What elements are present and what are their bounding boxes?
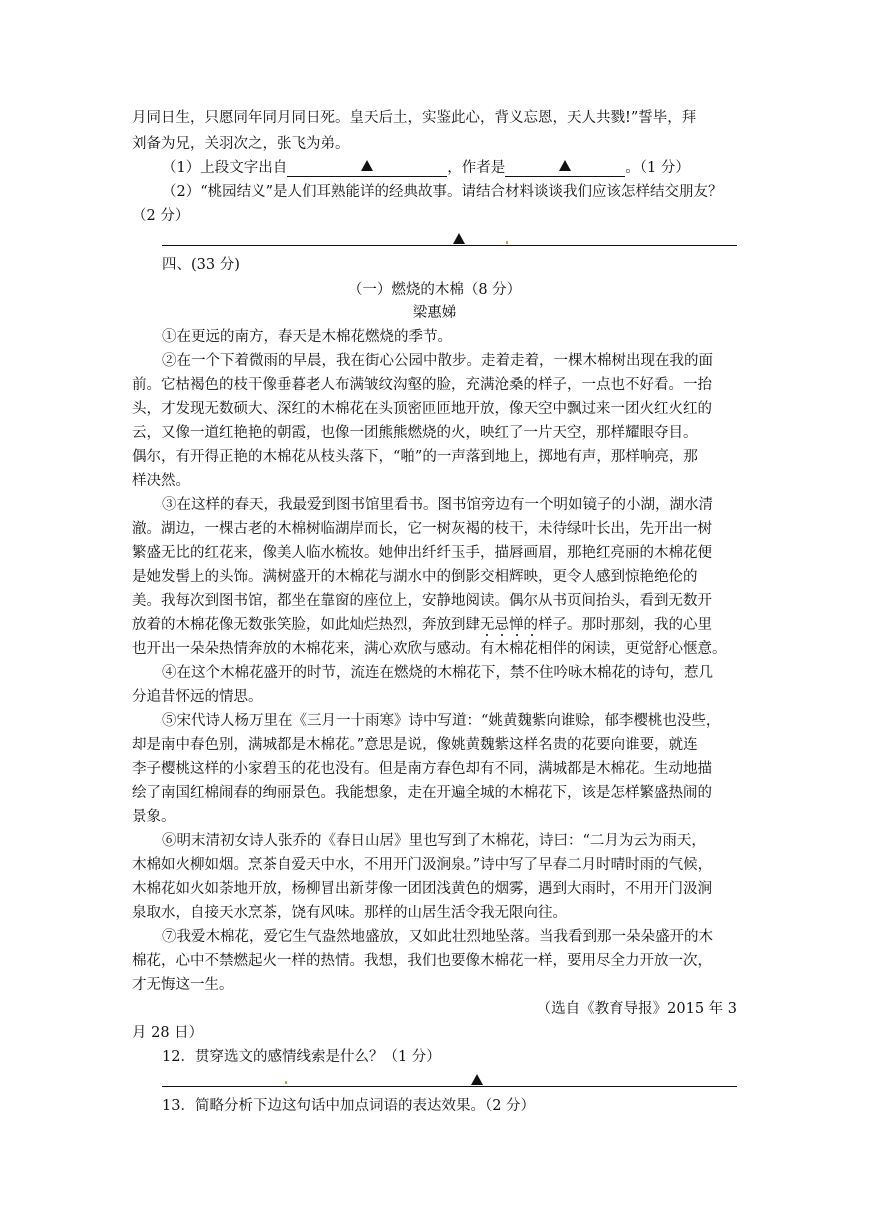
paragraph-7-line: 才无悔这一生。 xyxy=(132,977,234,993)
paragraph-4-line: ④在这个木棉花盛开的时节，流连在燃烧的木棉花下，禁不住吟咏木棉花的诗句，惹几 xyxy=(162,665,713,681)
triangle-icon xyxy=(361,160,373,171)
paragraph-2-line: 前。它枯褐色的枝干像垂暮老人布满皱纹沟壑的脸，充满沧桑的样子，一点也不好看。一抬 xyxy=(132,377,712,393)
paragraph-7-line: 棉花，心中不禁燃起火一样的热情。我想，我们也要像木棉花一样，要用尽全力开放一次， xyxy=(132,953,712,969)
question-1 xyxy=(162,158,690,178)
paragraph-2-line: 云，又像一道红艳艳的朝霞，也像一团熊熊燃烧的火，映红了一片天空，那样耀眼夺目。 xyxy=(132,425,698,441)
q1-prefix: （1）上段文字出自 xyxy=(162,160,288,176)
triangle-icon xyxy=(559,160,571,171)
paragraph-2-line: 样决然。 xyxy=(132,473,190,489)
paragraph-6-line: 木棉花如火如荼地开放，杨柳冒出新芽像一团团浅黄色的烟雾，遇到大雨时，不用开门汲涧 xyxy=(132,881,712,897)
paragraph-3-line: ③在这样的春天，我最爱到图书馆里看书。图书馆旁边有一个明如镜子的小湖，湖水清 xyxy=(162,497,713,513)
q1-mid: ，作者是 xyxy=(447,160,506,176)
question-12: 12．贯穿选文的感情线索是什么？（1 分） xyxy=(162,1049,441,1065)
answer-blank-author[interactable] xyxy=(505,160,625,177)
paragraph-4-line: 分追昔怀远的情思。 xyxy=(132,689,263,705)
source-citation-date: 月 28 日） xyxy=(132,1025,204,1041)
paragraph-3-line: 放着的木棉花像无数张笑脸，如此灿烂热烈，奔放到肆无忌惮的样子。那时那刻，我的心里 xyxy=(132,617,712,633)
emphasis-dot xyxy=(486,634,488,636)
paragraph-3-line: 繁盛无比的红花来，像美人临水梳妆。她伸出纤纤玉手，描唇画眉，那艳红亮丽的木棉花便 xyxy=(132,545,712,561)
q1-suffix: 。（1 分） xyxy=(625,160,690,176)
paragraph-1: ①在更远的南方，春天是木棉花燃烧的季节。 xyxy=(162,329,452,345)
paragraph-5-line: ⑤宋代诗人杨万里在《三月一十雨寒》诗中写道：“姚黄魏紫向谁赊，郁李樱桃也没些， xyxy=(162,713,721,729)
emphasis-dot xyxy=(516,634,518,636)
paragraph-7-line: ⑦我爱木棉花，爱它生气盎然地盛放，又如此壮烈地坠落。当我看到那一朵朵盛开的木 xyxy=(162,929,713,945)
paragraph-6-line: 泉取水，自接天水烹茶，饶有风味。那样的山居生活令我无限向往。 xyxy=(132,905,567,921)
source-citation: （选自《教育导报》2015 年 3 xyxy=(536,1001,737,1017)
scan-speck xyxy=(506,241,508,244)
answer-line[interactable] xyxy=(162,1086,737,1087)
passage-line: 月同日生，只愿同年同月同日死。皇天后土，实鉴此心，背义忘恩，天人共戮!”誓毕，拜 xyxy=(132,110,697,126)
paragraph-5-line: 李子樱桃这样的小家碧玉的花也没有。但是南方春色却有不同，满城都是木棉花。生动地描 xyxy=(132,761,712,777)
section-heading: 四、(33 分) xyxy=(162,257,240,273)
article-author: 梁惠娣 xyxy=(412,305,457,321)
emphasis-dot xyxy=(501,634,503,636)
paragraph-5-line: 却是南中春色别，满城都是木棉花。”意思是说，像姚黄魏紫这样名贵的花要向谁要，就连 xyxy=(132,737,698,753)
question-13: 13．简略分析下边这句话中加点词语的表达效果。（2 分） xyxy=(162,1098,536,1114)
question-2-line: （2）“桃园结义”是人们耳熟能详的经典故事。请结合材料谈谈我们应该怎样结交朋友？ xyxy=(162,184,723,200)
paragraph-5-line: 景象。 xyxy=(132,809,176,825)
paragraph-2-line: 偶尔，有开得正艳的木棉花从枝头落下，“啪”的一声落到地上，掷地有声，那样响亮，那 xyxy=(132,449,698,465)
scan-speck xyxy=(285,1081,287,1084)
answer-blank-source[interactable] xyxy=(287,160,447,177)
paragraph-6-line: ⑥明末清初女诗人张乔的《春日山居》里也写到了木棉花，诗曰：“二月为云为雨天， xyxy=(162,833,706,849)
passage-line: 刘备为兄，关羽次之，张飞为弟。 xyxy=(132,136,350,152)
article-title: （一）燃烧的木棉（8 分） xyxy=(347,282,522,298)
paragraph-3-line: 美。我每次到图书馆，都坐在靠窗的座位上，安静地阅读。偶尔从书页间抬头，看到无数开 xyxy=(132,593,712,609)
triangle-icon xyxy=(453,233,465,244)
paragraph-3-line: 澈。湖边，一棵古老的木棉树临湖岸而长，它一树灰褐的枝干，未待绿叶长出，先开出一树 xyxy=(132,521,712,537)
paragraph-3-line: 是她发髻上的头饰。满树盛开的木棉花与湖水中的倒影交相辉映，更令人感到惊艳绝伦的 xyxy=(132,569,698,585)
paragraph-2-line: ②在一个下着微雨的早晨，我在街心公园中散步。走着走着，一棵木棉树出现在我的面 xyxy=(162,353,713,369)
paragraph-2-line: 头，才发现无数硕大、深红的木棉花在头顶密匝匝地开放，像天空中飘过来一团火红火红的 xyxy=(132,401,712,417)
paragraph-5-line: 绘了南国红棉闹春的绚丽景色。我能想象，走在开遍全城的木棉花下，该是怎样繁盛热闹的 xyxy=(132,785,712,801)
paragraph-6-line: 木棉如火柳如烟。烹茶自爱天中水，不用开门汲涧泉。”诗中写了早春二月时晴时雨的气候， xyxy=(132,857,713,873)
emphasis-dot xyxy=(531,634,533,636)
answer-line[interactable] xyxy=(162,245,737,246)
question-2-points: （2 分） xyxy=(132,208,190,224)
paragraph-3-line: 也开出一朵朵热情奔放的木棉花来，满心欢欣与感动。有木棉花相伴的闲读，更觉舒心惬意。 xyxy=(132,641,727,657)
triangle-icon xyxy=(471,1074,483,1085)
